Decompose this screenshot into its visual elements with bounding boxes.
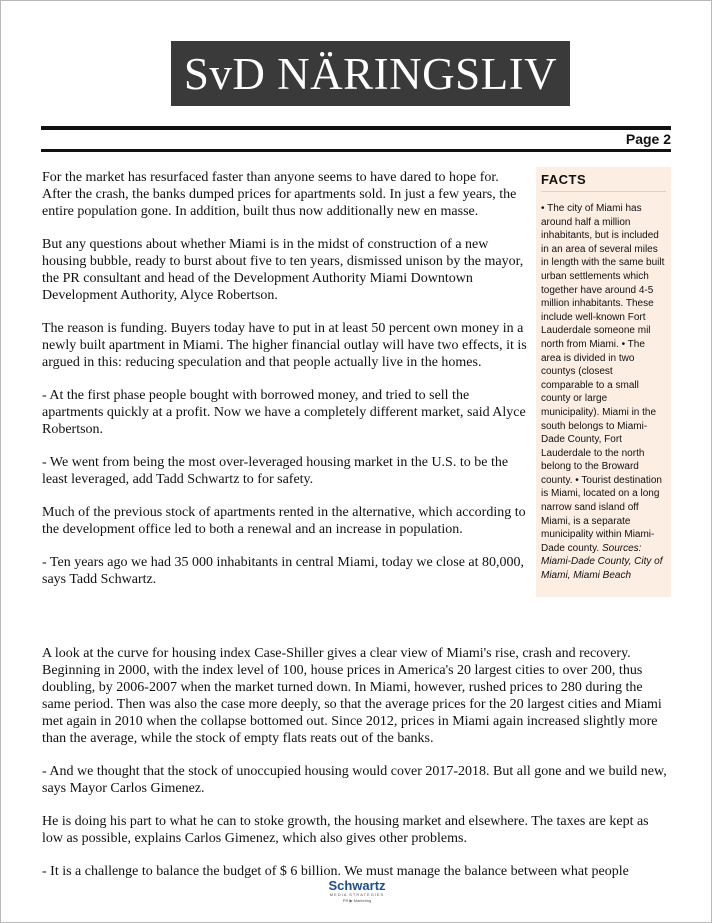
- masthead-logo: [171, 41, 570, 106]
- article-paragraph: - We went from being the most over-leveraged housing market in the U.S. to be the least leveraged, add Tadd Schwartz to for safety.: [42, 455, 509, 487]
- page-number: Page 2: [625, 131, 671, 147]
- logo-tagline: PR ▶ Marketing: [342, 898, 372, 903]
- article-paragraph: The reason is funding. Buyers today have to put in at least 50 percent own money in a newly built apartment in Miami. The higher financial outlay will have two effects, it is argued in this: reducing speculation and that people actually live in the homes.: [42, 321, 527, 370]
- article-paragraph: For the market has resurfaced faster than anyone seems to have dared to hope for. After the crash, the banks dumped prices for apartments sold. In just a few years, the entire population gone. In addition, built thus now additionally new en masse.: [42, 170, 517, 219]
- facts-box: [536, 167, 671, 597]
- article-paragraph: - It is a challenge to balance the budget of $ 6 billion. We must manage the balance between what people: [42, 864, 629, 879]
- header-rule-top: [41, 126, 671, 130]
- logo-name: Schwartz: [328, 878, 386, 893]
- article-paragraph: He is doing his part to what he can to stoke growth, the housing market and elsewhere. The taxes are kept as low as possible, explains Carlos Gimenez, which also gives other problems.: [42, 814, 649, 846]
- facts-text: • The city of Miami has around half a million inhabitants, but is included in an area of several miles in length with the same built urban settlements which together have around 4-5 million inhabitants. These include well-known Fort Lauderdale someone mil north from Miami. • The area is divided in two countys (closest comparable to a small county or large municipality). Miami in the south belongs to Miami-Dade County, Fort Lauderdale to the north belong to the Broward county. • Tourist destination is Miami, located on a long narrow sand island off Miami, is a separate municipality within Miami-Dade county.: [541, 203, 665, 554]
- article-column: [42, 169, 530, 604]
- schwartz-logo: [318, 879, 396, 904]
- header-rule-bottom: [41, 149, 671, 152]
- article-paragraph: A look at the curve for housing index Case-Shiller gives a clear view of Miami's rise, crash and recovery. Beginning in 2000, with the index level of 100, house prices in America's 20 largest cities to over 200, thus doubling, by 2006-2007 when the market turned down. In Miami, however, rushed prices to 280 during the same period. Then was also the case more deeply, so that the average prices for the 20 largest cities and Miami met again in 2010 when the collapse bottomed out. Since 2012, prices in Miami again increased slightly more than the average, while the stock of empty flats reats out of the banks.: [42, 646, 662, 746]
- article-fullwidth: [42, 645, 672, 896]
- facts-body: [541, 202, 666, 583]
- article-paragraph: Much of the previous stock of apartments rented in the alternative, which according to the development office led to both a renewal and an increase in population.: [42, 505, 526, 537]
- masthead-title: SvD NÄRINGSLIV: [183, 48, 558, 99]
- article-paragraph: - At the first phase people bought with borrowed money, and tried to sell the apartments quickly at a profit. Now we have a completely different market, said Alyce Robertson.: [42, 388, 526, 437]
- article-paragraph: But any questions about whether Miami is in the midst of construction of a new housing bubble, ready to burst about five to ten years, dismissed unison by the mayor, the PR consultant and head of the Development Authority Miami Downtown Development Authority, Alyce Robertson.: [42, 237, 524, 303]
- logo-subtitle: MEDIA STRATEGIES: [329, 892, 385, 897]
- facts-sources: Sources: Miami-Dade County, City of Miami, Miami Beach: [541, 542, 663, 582]
- article-paragraph: - Ten years ago we had 35 000 inhabitants in central Miami, today we close at 80,000, says Tadd Schwartz.: [42, 555, 525, 587]
- facts-title: FACTS: [541, 172, 666, 192]
- article-paragraph: - And we thought that the stock of unoccupied housing would cover 2017-2018. But all gone and we build new, says Mayor Carlos Gimenez.: [42, 764, 667, 796]
